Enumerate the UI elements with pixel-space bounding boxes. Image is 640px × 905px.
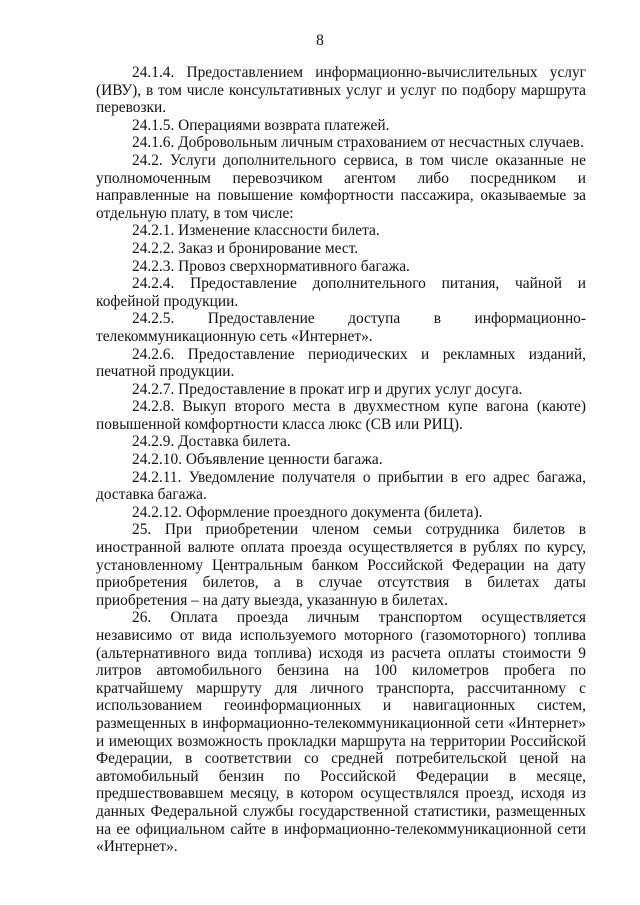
paragraph-24-2-9: 24.2.9. Доставка билета. [132,433,291,451]
paragraph-24-2-4: 24.2.4. Предоставление дополнительного питания, чайной и кофейной продукции. [96,275,586,310]
paragraph-24-2-3: 24.2.3. Провоз сверхнормативного багажа. [132,257,410,275]
paragraph-24-2-5: 24.2.5. Предоставление доступа в информационно-телекоммуникационную сеть «Интернет». [96,310,586,345]
paragraph-24-2: 24.2. Услуги дополнительного сервиса, в том числе оказанные не уполномоченным перевозчиком агентом либо посредником и направленные на повышение комфортности пассажира, оказываемые за отдельную плату, в том числе: [96,151,586,222]
paragraph-24-1-6: 24.1.6. Добровольным личным страхованием от несчастных случаев. [132,134,584,152]
paragraph-24-2-12: 24.2.12. Оформление проездного документа (билета). [132,503,483,521]
paragraph-24-2-7: 24.2.7. Предоставление в прокат игр и других услуг досуга. [132,380,523,398]
paragraph-24-2-1: 24.2.1. Изменение классности билета. [132,222,380,240]
paragraph-26: 26. Оплата проезда личным транспортом осуществляется независимо от вида используемого моторного (газомоторного) топлива (альтернативного вида топлива) исходя из расчета оплаты стоимости 9 литров автомобильного бензина на 100 километров пробега по кратчайшему маршруту для личного транспорта, рассчитанному с использованием геоинформационных и навигационных систем, размещенных в информационно-телекоммуникационной сети «Интернет» и имеющих возможность прокладки маршрута на территории Российской Федерации, в соответствии со средней потребительской ценой на автомобильный бензин по Российской Федерации в месяце, предшествовавшем месяцу, в котором осуществлялся проезд, исходя из данных Федеральной службы государственной статистики, размещенных на ее официальном сайте в информационно-телекоммуникационной сети «Интернет». [96,609,586,856]
page-number: 8 [316,32,324,49]
paragraph-24-2-2: 24.2.2. Заказ и бронирование мест. [132,239,359,257]
paragraph-24-2-6: 24.2.6. Предоставление периодических и рекламных изданий, печатной продукции. [96,345,586,381]
document-body [96,64,586,856]
paragraph-24-1-5: 24.1.5. Операциями возврата платежей. [132,116,390,134]
paragraph-24-2-11: 24.2.11. Уведомление получателя о прибытии в его адрес багажа, доставка багажа. [96,468,586,504]
paragraph-24-1-4: 24.1.4. Предоставлением информационно-вычислительных услуг (ИВУ), в том числе консультативных услуг и услуг по подбору маршрута перевозки. [96,64,586,117]
paragraph-24-2-8: 24.2.8. Выкуп второго места в двухместном купе вагона (каюте) повышенной комфортности класса люкс (СВ или РИЦ). [96,398,586,433]
paragraph-25: 25. При приобретении членом семьи сотрудника билетов в иностранной валюте оплата проезда осуществляется в рублях по курсу, установленному Центральным банком Российской Федерации на дату приобретения билетов, а в случае отсутствия в билетах даты приобретения – на дату выезда, указанную в билетах. [96,521,586,609]
paragraph-24-2-10: 24.2.10. Объявление ценности багажа. [132,451,383,469]
